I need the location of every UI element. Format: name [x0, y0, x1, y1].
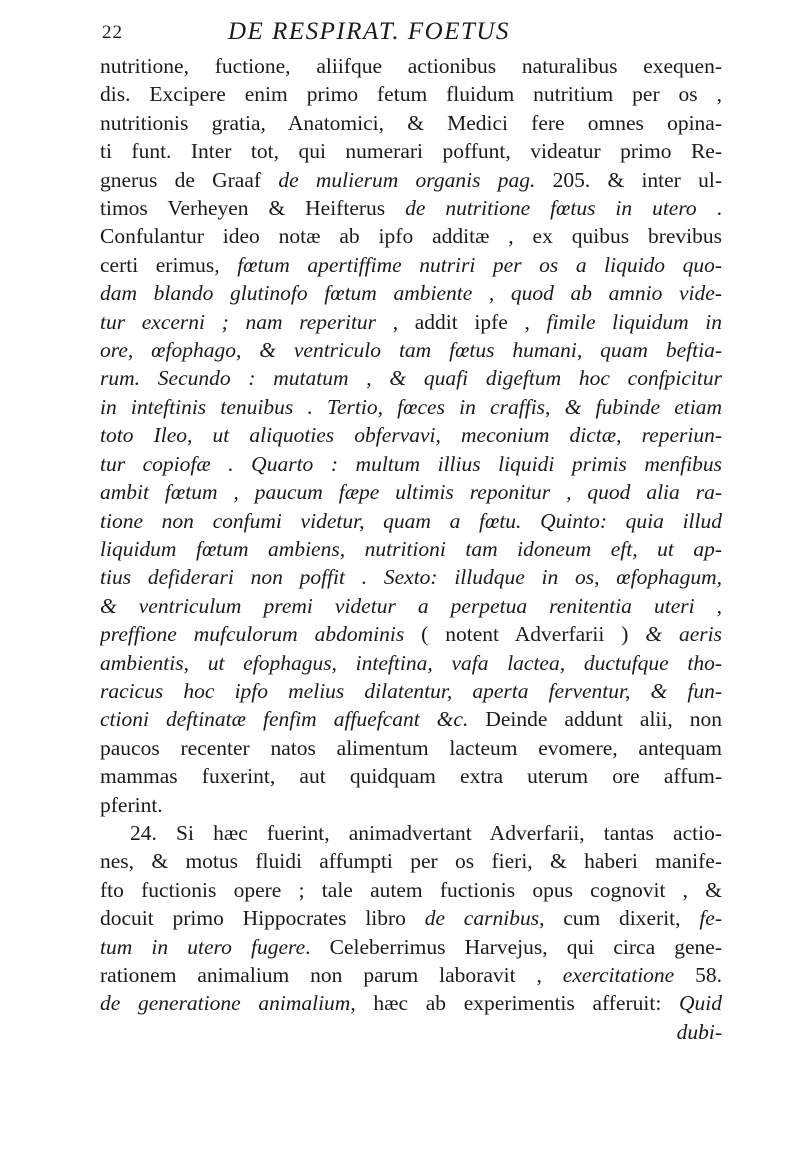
text-segment: certi erimus, [100, 252, 238, 277]
text-line [100, 308, 722, 336]
italic-segment: & aeris [645, 622, 722, 647]
text-line [100, 279, 722, 307]
text-segment: , addit ipfe , [376, 309, 547, 334]
text-line [100, 961, 722, 989]
italic-segment: de generatione animalium [100, 991, 351, 1016]
italic-segment: exercitatione [562, 963, 675, 987]
catchword: dubi- [676, 1019, 722, 1044]
italic-segment: racicus hoc ipfo melius dilatentur, aperta ferventur, & fun- [100, 678, 722, 703]
text-segment: docuit primo Hippocrates libro [100, 906, 425, 931]
text-line [100, 109, 722, 137]
text-segment: , hæc ab experimentis afferuit: [350, 991, 679, 1016]
text-line [100, 933, 722, 961]
text-segment: fto fuctionis opere ; tale autem fuctionis opus cognovit , & [100, 877, 722, 902]
text-segment: Deinde addunt alii, non [468, 707, 722, 732]
text-segment: nes, & motus fluidi affumpti per os fieri, & haberi manife- [100, 849, 722, 874]
italic-segment: tum in utero fugere [100, 934, 306, 959]
italic-segment: ambientis, ut efophagus, inteftina, vafa lactea, ductufque tho- [100, 650, 722, 675]
text-line [100, 620, 722, 648]
text-segment: . [696, 196, 722, 221]
text-line [100, 393, 722, 421]
text-body [100, 52, 722, 1018]
text-line [100, 762, 722, 790]
text-line [100, 194, 722, 222]
text-segment: gnerus de Graaf [100, 167, 279, 192]
text-segment: 58. [674, 963, 722, 987]
text-line [100, 222, 722, 250]
text-segment: , cum dixerit, [539, 906, 700, 931]
text-segment: 24. Si hæc fuerint, animadvertant Adverfarii, tantas actio- [130, 820, 722, 845]
text-segment: timos Verheyen & Heifterus [100, 196, 406, 221]
italic-segment: & ventriculum premi videtur a perpetua renitentia uteri , [100, 593, 722, 618]
text-segment: ( notent Adverfarii ) [404, 622, 646, 647]
text-line [100, 535, 722, 563]
text-line [100, 478, 722, 506]
text-segment: 205. & inter ul- [535, 167, 722, 192]
text-segment: pferint. [100, 792, 163, 817]
text-line [100, 989, 722, 1017]
italic-segment: liquidum fœtum ambiens, nutritioni tam idoneum eft, ut ap- [100, 536, 722, 561]
text-line [100, 904, 722, 932]
text-line [100, 563, 722, 591]
text-line [100, 677, 722, 705]
text-segment: ti funt. Inter tot, qui numerari poffunt, videatur primo Re- [100, 139, 722, 164]
text-line [100, 80, 722, 108]
page-number: 22 [102, 22, 123, 43]
italic-segment: tione non confumi videtur, quam a fœtu. Quinto: quia illud [100, 508, 722, 533]
text-line [100, 847, 722, 875]
text-line [100, 876, 722, 904]
text-line [100, 819, 722, 847]
italic-segment: fe- [699, 906, 722, 931]
italic-segment: de mulierum organis pag. [278, 167, 536, 192]
text-segment: . Celeberrimus Harvejus, qui circa gene- [305, 934, 722, 959]
text-segment: Confulantur ideo notæ ab ipfo additæ , ex quibus brevibus [100, 224, 722, 249]
text-line [100, 507, 722, 535]
italic-segment: Quid [679, 991, 722, 1016]
running-title: DE RESPIRAT. FOETUS [228, 18, 510, 45]
text-line [100, 791, 722, 819]
italic-segment: tur copiofæ . Quarto : multum illius liquidi primis menfibus [100, 451, 722, 476]
text-line [100, 649, 722, 677]
italic-segment: ambit fœtum , paucum fæpe ultimis reponitur , quod alia ra- [100, 480, 722, 505]
text-line [100, 336, 722, 364]
italic-segment: fœtum apertiffime nutriri per os a liquido quo- [237, 252, 722, 277]
text-segment: rationem animalium non parum laboravit , [100, 963, 563, 987]
text-line [100, 251, 722, 279]
text-line [100, 592, 722, 620]
italic-segment: ctioni deftinatæ fenfim affuefcant &c. [100, 707, 469, 732]
italic-segment: de nutritione fœtus in utero [405, 196, 697, 221]
text-segment: nutritione, fuctione, aliifque actionibus naturalibus exequen- [100, 54, 722, 78]
italic-segment: fimile liquidum in [546, 309, 722, 334]
text-line [100, 734, 722, 762]
italic-segment: in inteftinis tenuibus . Tertio, fœces in craffis, & fubinde etiam [100, 394, 722, 419]
italic-segment: rum. Secundo : mutatum , & quafi digeftum hoc confpicitur [100, 366, 722, 391]
italic-segment: preffione mufculorum abdominis [100, 622, 405, 647]
text-segment: mammas fuxerint, aut quidquam extra uterum ore affum- [100, 764, 722, 789]
italic-segment: toto Ileo, ut aliquoties obfervavi, meconium dictæ, reperiun- [100, 423, 722, 448]
text-line [100, 166, 722, 194]
italic-segment: de carnibus [424, 906, 540, 931]
running-head [100, 18, 722, 52]
italic-segment: dam blando glutinofo fœtum ambiente , quod ab amnio vide- [100, 281, 722, 306]
text-line [100, 450, 722, 478]
text-line [100, 421, 722, 449]
text-line [100, 137, 722, 165]
italic-segment: tur excerni ; nam reperitur [100, 309, 377, 334]
text-segment: dis. Excipere enim primo fetum fluidum nutritium per os , [100, 82, 722, 107]
text-segment: paucos recenter natos alimentum lacteum evomere, antequam [100, 735, 722, 760]
text-line [100, 705, 722, 733]
italic-segment: tius defiderari non poffit . Sexto: illudque in os, œfophagum, [100, 565, 722, 590]
text-line [100, 52, 722, 80]
italic-segment: ore, œfophago, & ventriculo tam fœtus humani, quam beftia- [100, 338, 722, 363]
text-line [100, 364, 722, 392]
text-segment: nutritionis gratia, Anatomici, & Medici fere omnes opina- [100, 110, 722, 135]
